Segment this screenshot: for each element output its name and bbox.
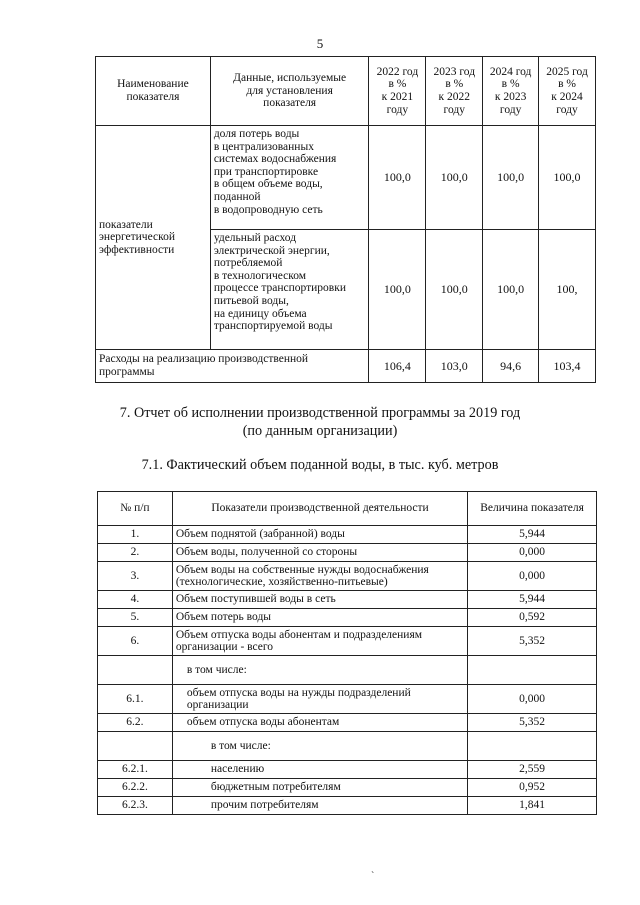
header-num: № п/п: [98, 492, 173, 526]
section-7-title: 7. Отчет об исполнении производственной программы за 2019 год (по данным организации): [119, 405, 521, 439]
row-num: 6.2.: [98, 714, 173, 732]
water-volume-table: [97, 491, 597, 815]
value-cell: 100,0: [369, 230, 426, 350]
row-value: 0,000: [468, 685, 597, 714]
row-indicator: Объем поступившей воды в сеть: [172, 591, 467, 609]
row-num: 6.2.2.: [98, 779, 173, 797]
table-row: [98, 627, 597, 656]
row-value: 0,952: [468, 779, 597, 797]
row-indicator: Объем поднятой (забранной) воды: [172, 526, 467, 544]
expenses-row: [96, 350, 596, 383]
header-2025: 2025 год в % к 2024 году: [539, 57, 596, 126]
row-indicator: бюджетным потребителям: [172, 779, 467, 797]
table-row: [98, 732, 597, 761]
table-row: [98, 526, 597, 544]
value-cell: 106,4: [369, 350, 426, 383]
row-num: 3.: [98, 562, 173, 591]
row-value: 1,841: [468, 797, 597, 815]
row-indicator: Объем потерь воды: [172, 609, 467, 627]
row-value: 5,944: [468, 591, 597, 609]
table-row: [98, 761, 597, 779]
row-value: 5,352: [468, 714, 597, 732]
group-label: показатели энергетической эффективности: [96, 126, 211, 350]
header-2023: 2023 год в % к 2022 году: [426, 57, 483, 126]
table-row: [98, 562, 597, 591]
table-row: [98, 656, 597, 685]
row-data: удельный расход электрической энергии, потребляемой в технологическом процессе транспортировки питьевой воды, на единицу объема транспортируемой воды: [210, 230, 369, 350]
expenses-label: Расходы на реализацию производственной программы: [96, 350, 369, 383]
table-row: [98, 609, 597, 627]
value-cell: 100,0: [539, 126, 596, 230]
table-row: [98, 591, 597, 609]
row-num: 4.: [98, 591, 173, 609]
table-row: [98, 544, 597, 562]
row-num: 5.: [98, 609, 173, 627]
row-indicator: населению: [172, 761, 467, 779]
header-2022: 2022 год в % к 2021 году: [369, 57, 426, 126]
row-value: 0,000: [468, 544, 597, 562]
targets-header-row: [96, 57, 596, 126]
row-value: 2,559: [468, 761, 597, 779]
row-num: 6.2.3.: [98, 797, 173, 815]
value-cell: 100,0: [483, 126, 539, 230]
row-indicator: Объем воды, полученной со стороны: [172, 544, 467, 562]
row-num: 1.: [98, 526, 173, 544]
section-7-1-title: 7.1. Фактический объем поданной воды, в тыс. куб. метров: [141, 457, 499, 473]
row-num: [98, 732, 173, 761]
row-indicator: в том числе:: [172, 656, 467, 685]
row-value: 0,592: [468, 609, 597, 627]
header-data-used: Данные, используемые для установления показателя: [210, 57, 369, 126]
value-cell: 100,0: [426, 126, 483, 230]
table-row: [98, 714, 597, 732]
table-row: [98, 779, 597, 797]
row-num: 2.: [98, 544, 173, 562]
row-value: 0,000: [468, 562, 597, 591]
value-cell: 94,6: [483, 350, 539, 383]
row-value: 5,944: [468, 526, 597, 544]
page-number: 5: [316, 36, 324, 51]
row-indicator: объем отпуска воды на нужды подразделений организации: [172, 685, 467, 714]
value-cell: 100,0: [483, 230, 539, 350]
value-cell: 103,4: [539, 350, 596, 383]
header-value: Величина показателя: [468, 492, 597, 526]
row-num: 6.: [98, 627, 173, 656]
scan-mark: ˴: [371, 866, 375, 877]
water-header-row: [98, 492, 597, 526]
value-cell: 100,0: [369, 126, 426, 230]
value-cell: 100,0: [426, 230, 483, 350]
row-data: доля потерь воды в централизованных системах водоснабжения при транспортировке в общем объеме воды, поданной в водопроводную сеть: [210, 126, 369, 230]
header-indicator-name: Наименование показателя: [96, 57, 211, 126]
row-indicator: в том числе:: [172, 732, 467, 761]
header-2024: 2024 год в % к 2023 году: [483, 57, 539, 126]
row-indicator: Объем воды на собственные нужды водоснабжения (технологические, хозяйственно-питьевые): [172, 562, 467, 591]
table-row: [98, 685, 597, 714]
targets-row: [96, 126, 596, 230]
header-indicator: Показатели производственной деятельности: [172, 492, 467, 526]
value-cell: 100,: [539, 230, 596, 350]
row-num: [98, 656, 173, 685]
table-row: [98, 797, 597, 815]
row-value: [468, 656, 597, 685]
value-cell: 103,0: [426, 350, 483, 383]
row-value: 5,352: [468, 627, 597, 656]
row-value: [468, 732, 597, 761]
row-indicator: Объем отпуска воды абонентам и подразделениям организации - всего: [172, 627, 467, 656]
targets-table: [95, 56, 596, 383]
row-indicator: объем отпуска воды абонентам: [172, 714, 467, 732]
row-indicator: прочим потребителям: [172, 797, 467, 815]
row-num: 6.2.1.: [98, 761, 173, 779]
row-num: 6.1.: [98, 685, 173, 714]
